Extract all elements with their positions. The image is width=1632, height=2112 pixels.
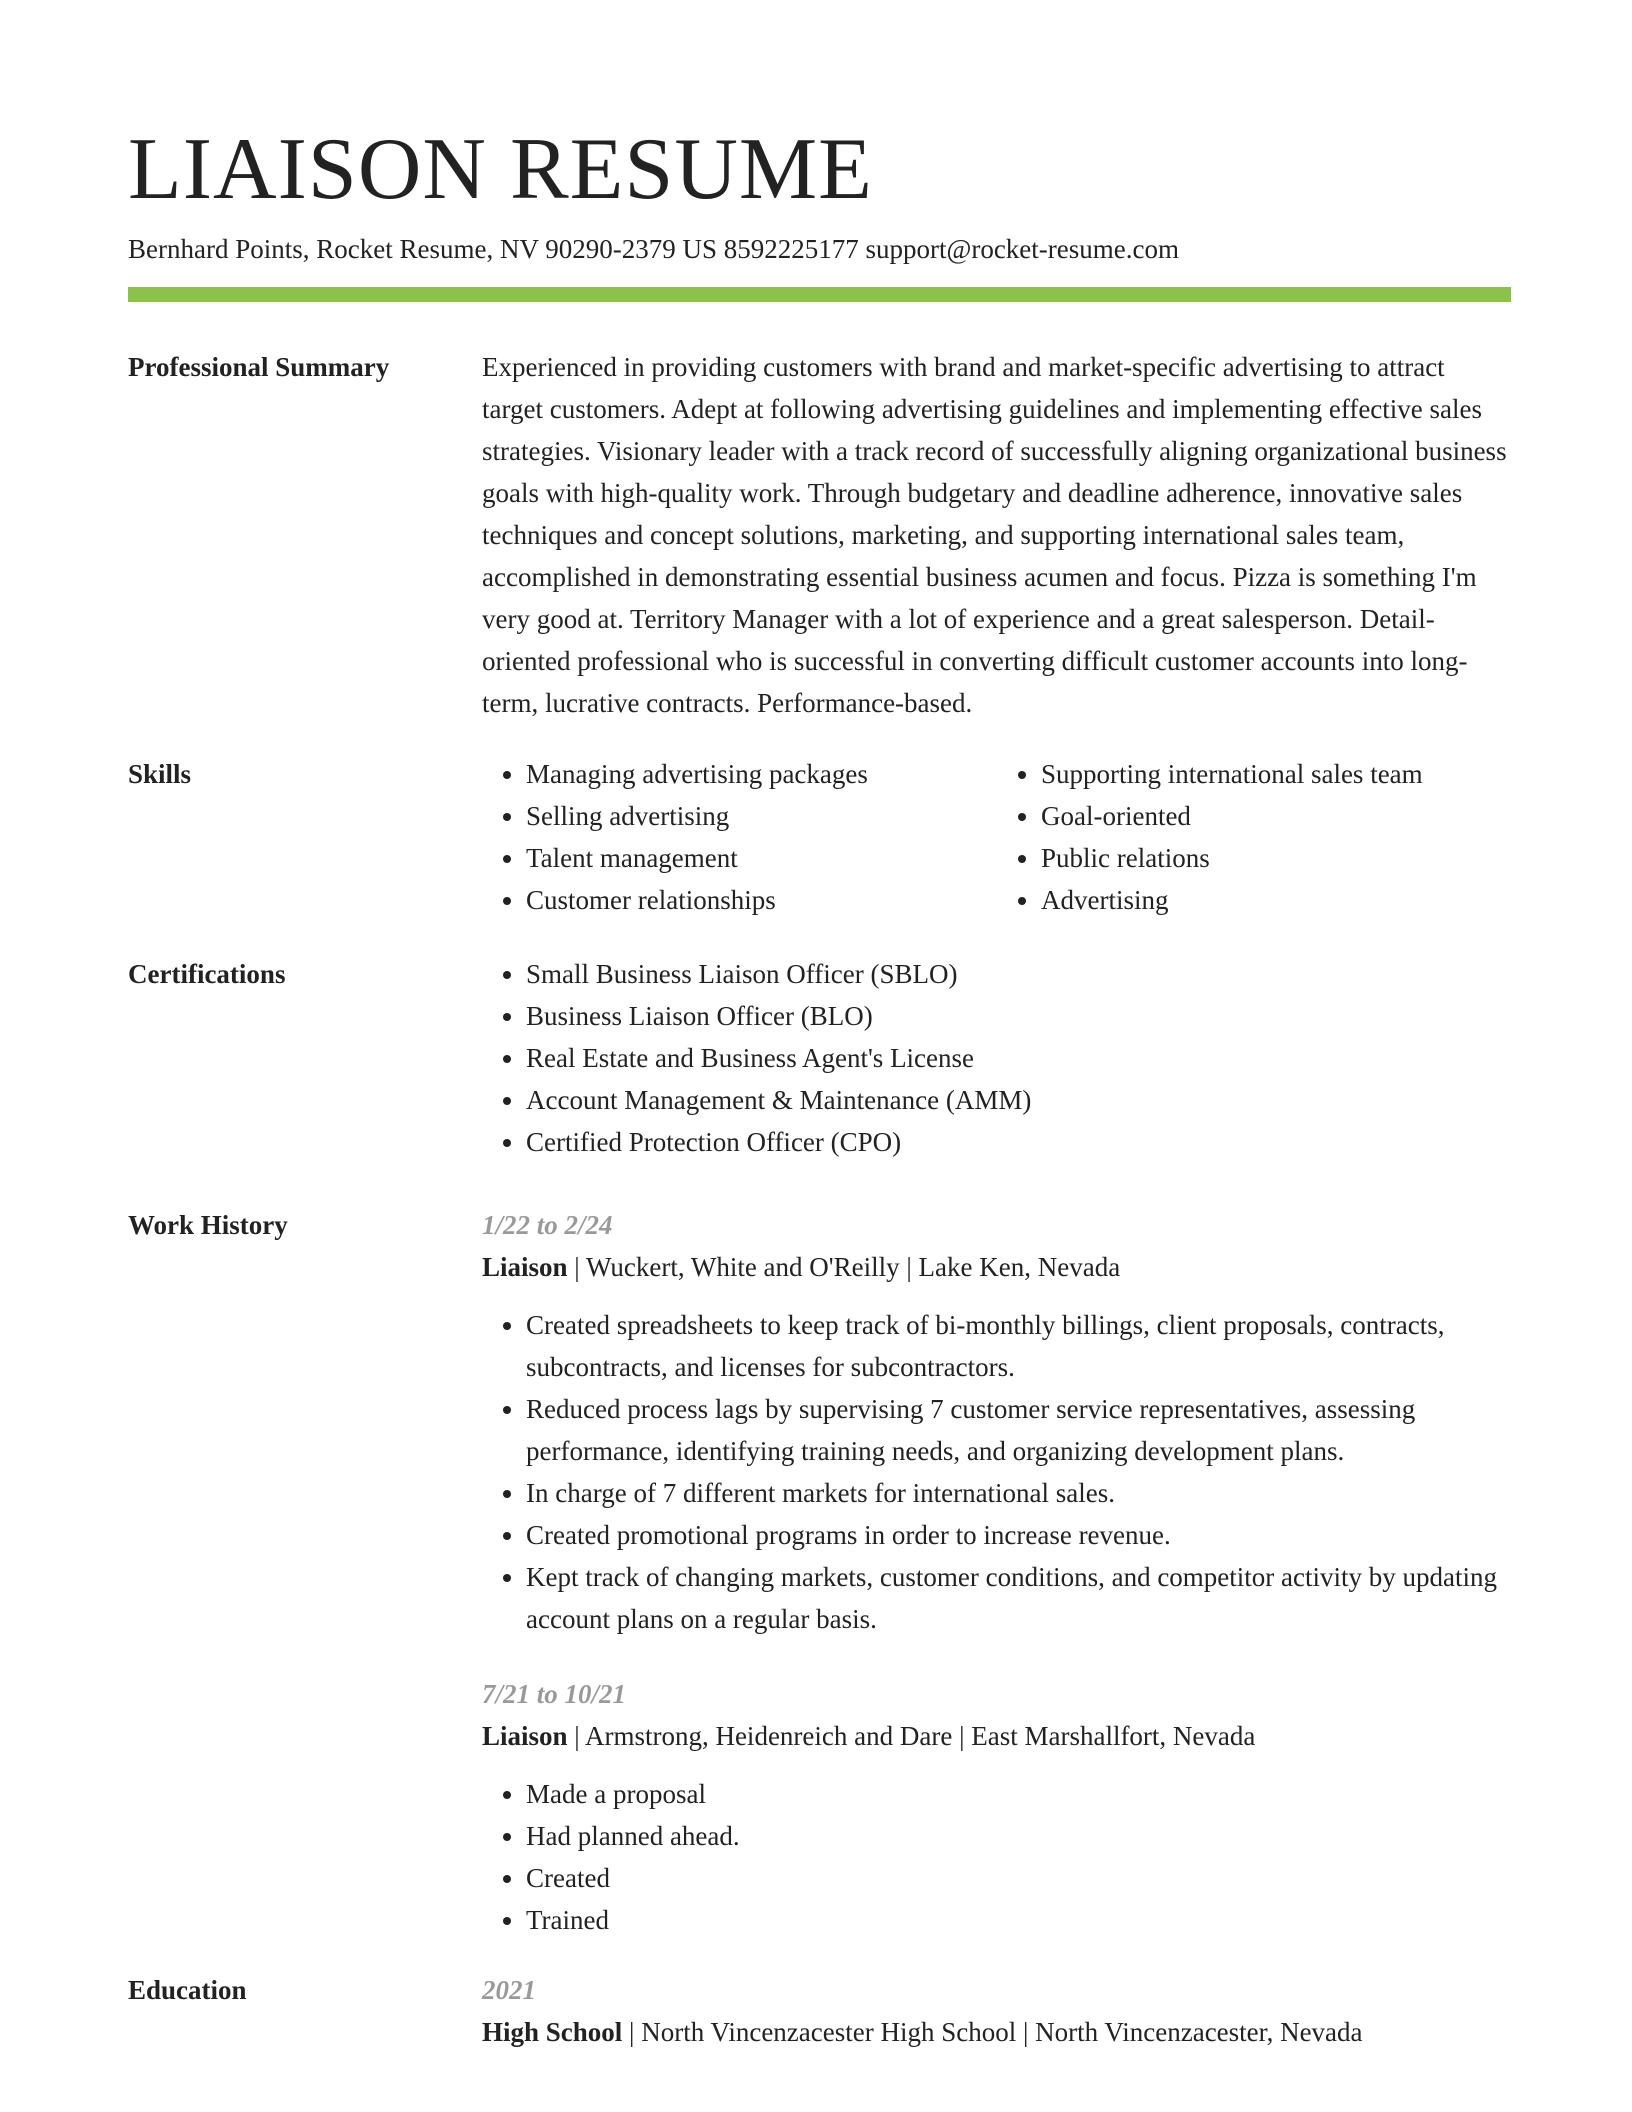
skill-item: • Advertising: [1041, 879, 1512, 921]
job-bullet: • Kept track of changing markets, customer conditions, and competitor activity by updating account plans on a regular basis.: [526, 1556, 1512, 1640]
job-bullet: • Created promotional programs in order to increase revenue.: [526, 1514, 1512, 1556]
contact-line: Bernhard Points, Rocket Resume, NV 90290-2379 US 8592225177 support@rocket-resume.com: [128, 234, 1179, 264]
skill-item: • Managing advertising packages: [526, 753, 997, 795]
job-entry: [482, 1673, 1512, 1941]
certification-item: • Certified Protection Officer (CPO): [526, 1121, 1512, 1163]
job-heading: [482, 1246, 1512, 1288]
skill-item: • Public relations: [1041, 837, 1512, 879]
job-details: | Wuckert, White and O'Reilly | Lake Ken, Nevada: [567, 1252, 1121, 1282]
certification-item: • Account Management & Maintenance (AMM): [526, 1079, 1512, 1121]
job-bullet: • Trained: [526, 1899, 1512, 1941]
job-bullet: • Reduced process lags by supervising 7 customer service representatives, assessing performance, identifying training needs, and organizing development plans.: [526, 1388, 1512, 1472]
job-heading: [482, 1715, 1512, 1757]
job-details: | Armstrong, Heidenreich and Dare | East Marshallfort, Nevada: [567, 1721, 1256, 1751]
certification-item: • Real Estate and Business Agent's License: [526, 1037, 1512, 1079]
skill-item: • Selling advertising: [526, 795, 997, 837]
certifications-heading: Certifications: [128, 959, 286, 989]
skills-list-right: [997, 753, 1512, 921]
certification-item: • Business Liaison Officer (BLO): [526, 995, 1512, 1037]
job-bullets: [482, 1773, 1512, 1941]
job-bullet: • In charge of 7 different markets for international sales.: [526, 1472, 1512, 1514]
education-details: | North Vincenzacester High School | North Vincenzacester, Nevada: [622, 2017, 1363, 2047]
education-heading: Education: [128, 1975, 247, 2005]
accent-divider: [128, 287, 1511, 302]
job-dates: 1/22 to 2/24: [482, 1210, 613, 1240]
education-degree: High School: [482, 2017, 623, 2047]
job-bullet: • Created spreadsheets to keep track of bi-monthly billings, client proposals, contracts, subcontracts, and licenses for subcontractors.: [526, 1304, 1512, 1388]
skill-item: • Goal-oriented: [1041, 795, 1512, 837]
skills-body: [482, 753, 1512, 921]
job-bullet: • Made a proposal: [526, 1773, 1512, 1815]
job-title: Liaison: [482, 1721, 568, 1751]
work-history-heading: Work History: [128, 1210, 288, 1240]
job-title: Liaison: [482, 1252, 568, 1282]
skills-heading: Skills: [128, 759, 192, 789]
skill-item: • Talent management: [526, 837, 997, 879]
job-bullet: • Created: [526, 1857, 1512, 1899]
job-bullet: • Had planned ahead.: [526, 1815, 1512, 1857]
summary-heading: Professional Summary: [128, 352, 390, 382]
certification-item: • Small Business Liaison Officer (SBLO): [526, 953, 1512, 995]
education-year: 2021: [482, 1975, 536, 2005]
certifications-list: [482, 953, 1512, 1163]
job-dates: 7/21 to 10/21: [482, 1679, 627, 1709]
resume-title: LIAISON RESUME: [128, 121, 873, 218]
skill-item: • Customer relationships: [526, 879, 997, 921]
skills-list-left: [482, 753, 997, 921]
job-bullets: [482, 1304, 1512, 1640]
summary-body: [482, 346, 1512, 724]
education-line: [482, 2011, 1512, 2053]
work-history-body: [482, 1204, 1512, 1640]
skill-item: • Supporting international sales team: [1041, 753, 1512, 795]
job-entry: [482, 1204, 1512, 1640]
summary-text: Experienced in providing customers with brand and market-specific advertising to attract target customers. Adept at following advertising guidelines and implementing effective sales strategies. Visionary leader with a track record of successfully aligning organizational business goals with high-quality work. Through budgetary and deadline adherence, innovative sales techniques and concept solutions, marketing, and supporting international sales team, accomplished in demonstrating essential business acumen and focus. Pizza is something I'm very good at. Territory Manager with a lot of experience and a great salesperson. Detail-oriented professional who is successful in converting difficult customer accounts into long-term, lucrative contracts. Performance-based.: [482, 352, 1507, 718]
education-body: [482, 1969, 1512, 2053]
work-history-body-2: [482, 1673, 1512, 1941]
certifications-body: [482, 953, 1512, 1163]
